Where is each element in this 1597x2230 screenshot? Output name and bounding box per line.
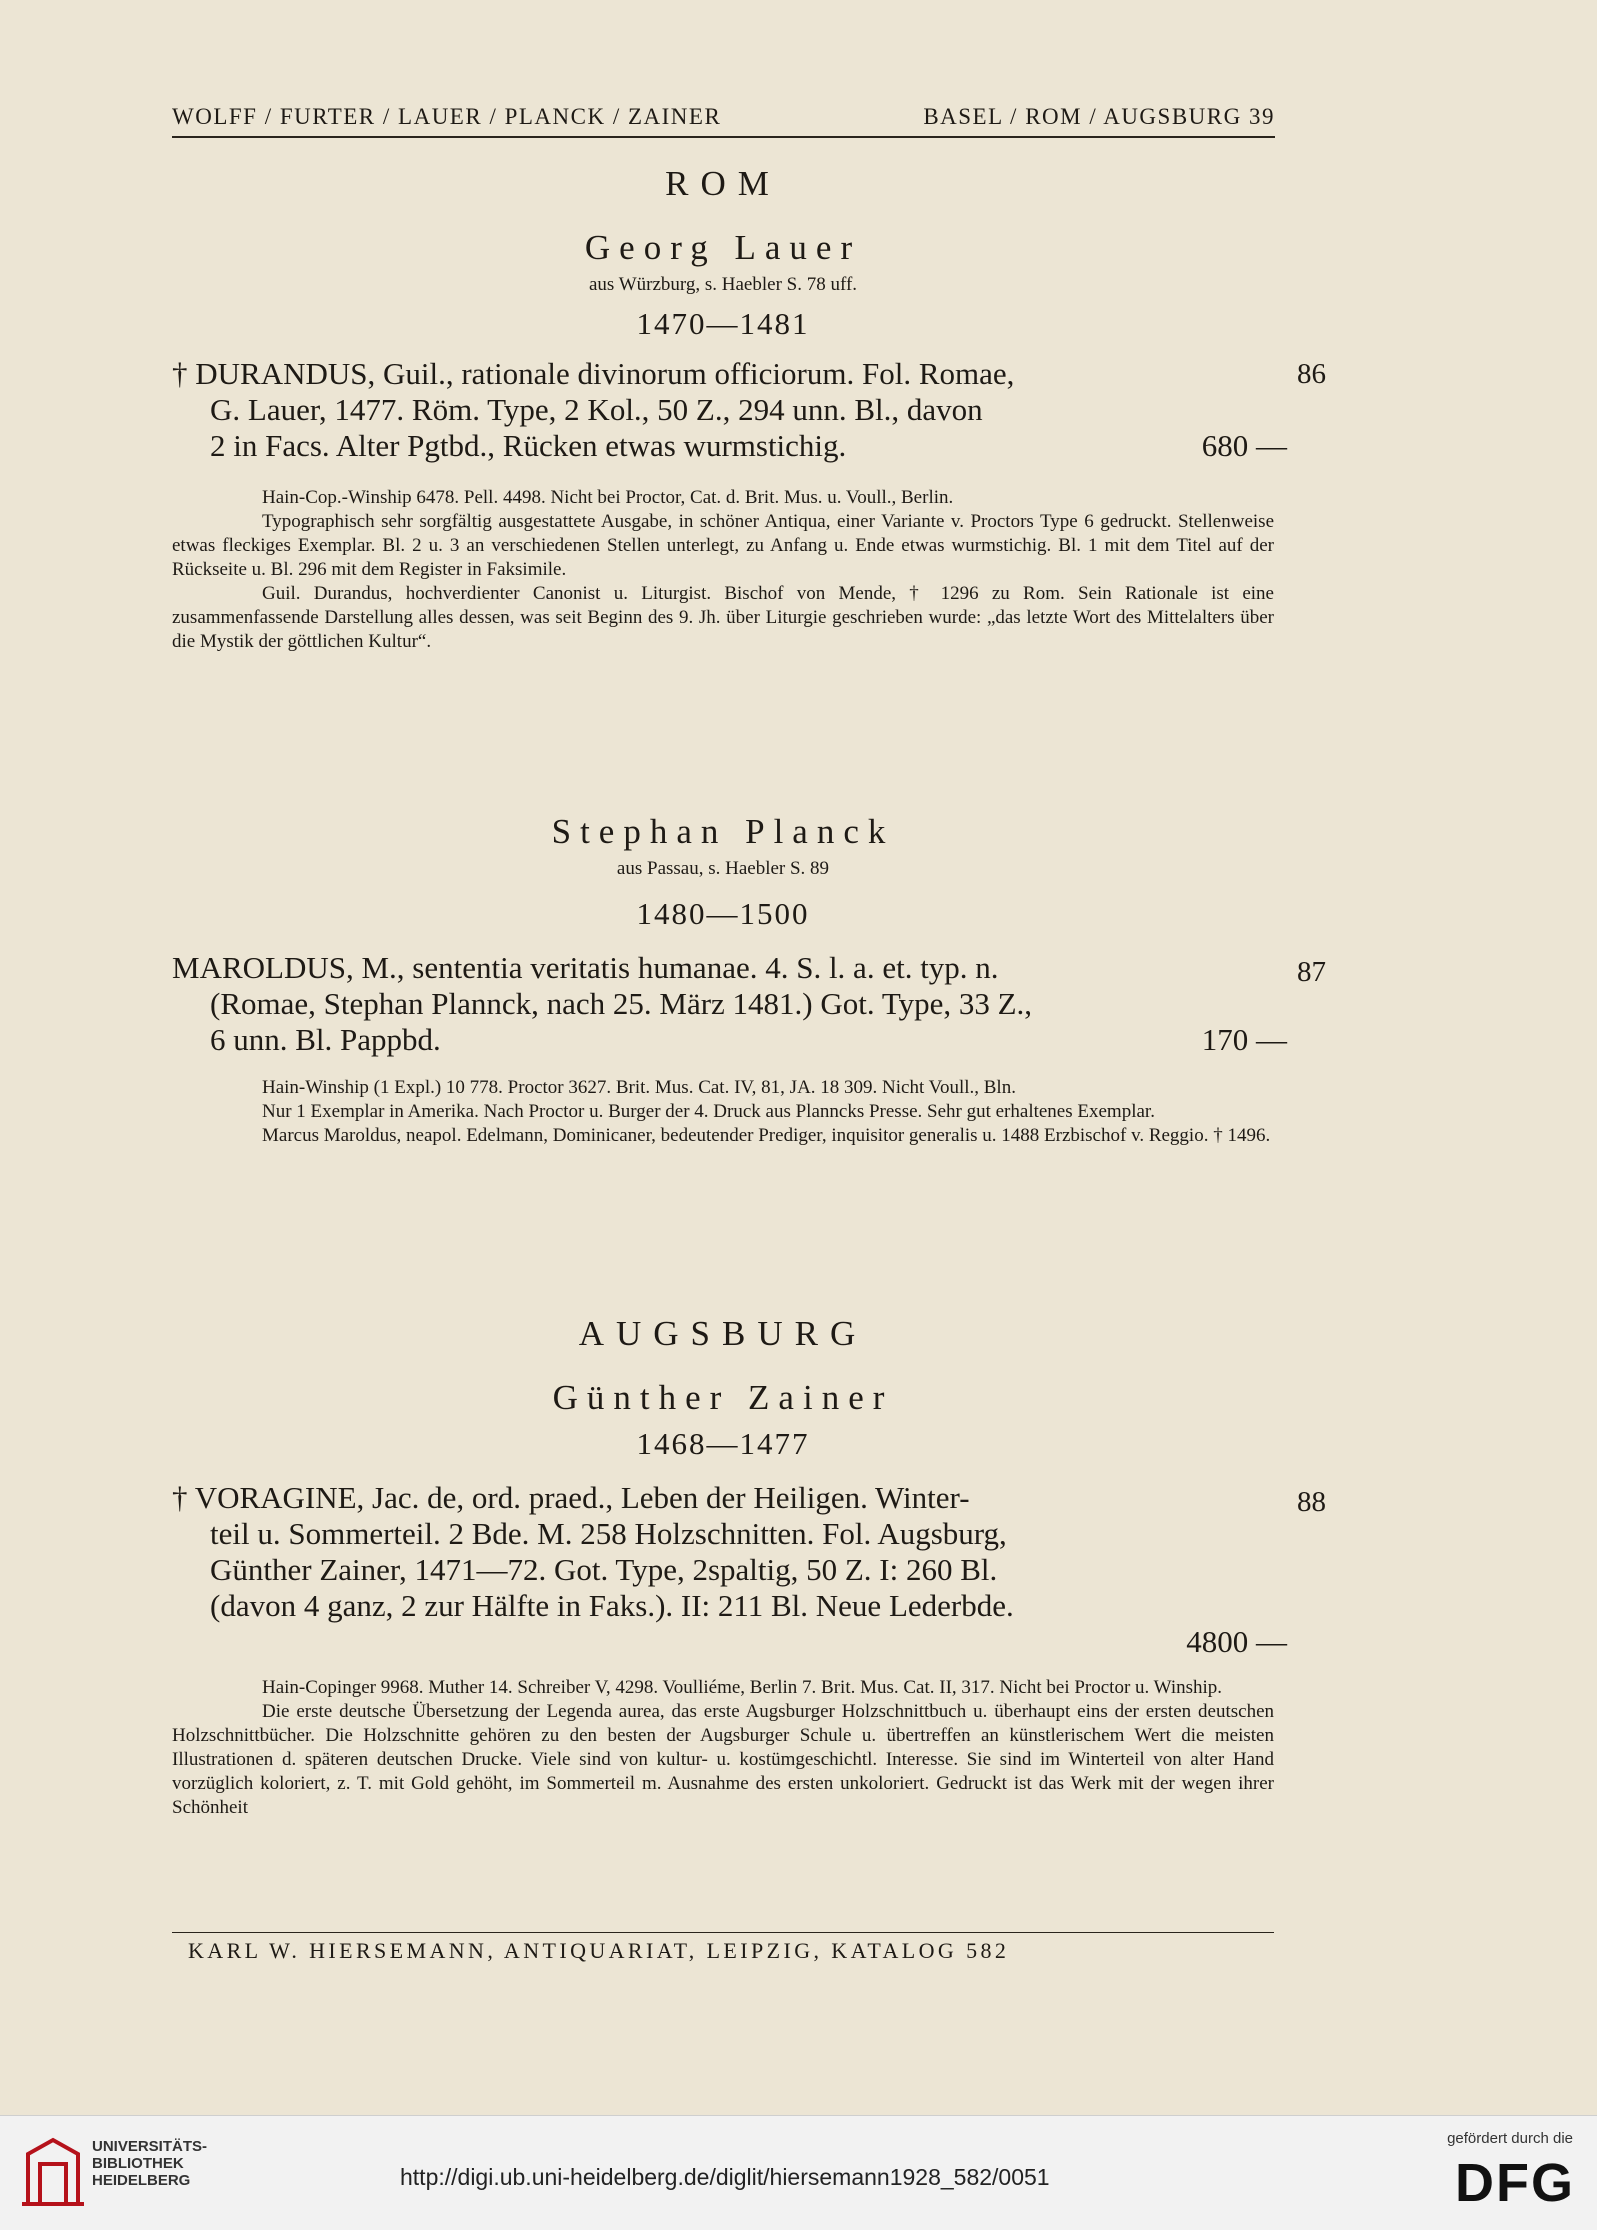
university-library-logo[interactable] <box>18 2134 88 2210</box>
footer-rule <box>172 1932 1274 1933</box>
note-paragraph: Die erste deutsche Übersetzung der Legenda aurea, das erste Augsburger Holzschnittbuch u. überhaupt eins der ersten deutschen Holzschnittbücher. Die Holzschnitte gehören zu den besten der Augsburger Schule u. übertreffen an künstlerischem Wert die meisten Illustrationen d. späteren deutschen Drucke. Viele sind von kultur- u. kostümgeschichtl. Interesse. Sie sind im Winterteil von alter Hand vorzüglich koloriert, z. T. mit Gold gehöht, im Sommerteil m. Ausnahme des ersten unkoloriert. Gedruckt ist das Werk mit der wegen ihrer Schönheit <box>172 1701 1274 1818</box>
entry-86-notes <box>172 486 1274 654</box>
entry-87-line: 6 unn. Bl. Pappbd. <box>210 1022 441 1057</box>
entry-88-line: Günther Zainer, 1471—72. Got. Type, 2spaltig, 50 Z. I: 260 Bl. <box>210 1552 998 1587</box>
entry-number-86: 86 <box>1297 358 1326 390</box>
entry-88-line: (davon 4 ganz, 2 zur Hälfte in Faks.). II: 211 Bl. Neue Lederbde. <box>210 1588 1014 1623</box>
note-paragraph: Hain-Cop.-Winship 6478. Pell. 4498. Nicht bei Proctor, Cat. d. Brit. Mus. u. Voull., Berlin. <box>262 487 954 508</box>
entry-88-line: † VORAGINE, Jac. de, ord. praed., Leben der Heiligen. Winter- <box>172 1480 970 1515</box>
entry-87-line: (Romae, Stephan Plannck, nach 25. März 1481.) Got. Type, 33 Z., <box>210 986 1033 1021</box>
note-paragraph: Guil. Durandus, hochverdienter Canonist u. Liturgist. Bischof von Mende, † 1296 zu Rom. Sein Rationale ist eine zusammenfassende Darstellung alles dessen, was seit Beginn des 9. Jh. über Liturgie geschrieben wurde: „das letzte Wort des Mittelalters über die Mystik der göttlichen Kultur“. <box>172 583 1274 652</box>
entry-86-line: † DURANDUS, Guil., rationale divinorum officiorum. Fol. Romae, <box>172 356 1015 391</box>
entry-86-line: G. Lauer, 1477. Röm. Type, 2 Kol., 50 Z., 294 unn. Bl., davon <box>210 392 983 427</box>
institution-line: UNIVERSITÄTS- <box>92 2138 208 2155</box>
header-left: WOLFF / FURTER / LAUER / PLANCK / ZAINER <box>172 104 722 129</box>
note-paragraph: Nur 1 Exemplar in Amerika. Nach Proctor u. Burger der 4. Druck aus Planncks Presse. Sehr gut erhaltenes Exemplar. <box>262 1101 1155 1122</box>
city-heading-rom: ROM <box>665 164 781 203</box>
running-header <box>172 100 1275 138</box>
note-paragraph: Hain-Copinger 9968. Muther 14. Schreiber V, 4298. Voulliéme, Berlin 7. Brit. Mus. Cat. II, 317. Nicht bei Proctor u. Winship. <box>262 1677 1223 1698</box>
entry-88-price: 4800 — <box>1186 1624 1287 1659</box>
note-paragraph: Hain-Winship (1 Expl.) 10 778. Proctor 3627. Brit. Mus. Cat. IV, 81, JA. 18 309. Nicht Voull., Bln. <box>262 1077 1016 1098</box>
entry-86 <box>172 356 1287 464</box>
entry-86-line: 2 in Facs. Alter Pgtbd., Rücken etwas wurmstichig. <box>210 428 847 463</box>
city-heading-augsburg: AUGSBURG <box>578 1314 868 1353</box>
catalog-footer: KARL W. HIERSEMANN, ANTIQUARIAT, LEIPZIG, KATALOG 582 <box>188 1938 1010 1963</box>
entry-86-price: 680 — <box>1201 428 1287 463</box>
permalink-url[interactable]: http://digi.ub.uni-heidelberg.de/diglit/hiersemann1928_582/0051 <box>400 2164 1050 2190</box>
note-paragraph: Marcus Maroldus, neapol. Edelmann, Dominicaner, bedeutender Prediger, inquisitor generalis u. 1488 Erzbischof v. Reggio. † 1496. <box>262 1125 1271 1146</box>
printer-origin-lauer: aus Würzburg, s. Haebler S. 78 uff. <box>588 274 858 295</box>
printer-name-zainer: Günther Zainer <box>552 1378 894 1417</box>
institution-line: HEIDELBERG <box>92 2172 191 2189</box>
entry-88-notes <box>172 1676 1274 1820</box>
institution-name <box>92 2138 207 2189</box>
entry-number-88: 88 <box>1297 1486 1326 1518</box>
viewer-bottom-bar <box>0 2115 1597 2230</box>
printer-years-lauer: 1470—1481 <box>636 306 810 341</box>
printer-name-planck: Stephan Planck <box>551 812 895 851</box>
note-paragraph: Typographisch sehr sorgfältig ausgestattete Ausgabe, in schöner Antiqua, einer Variante v. Proctors Type 6 gedruckt. Stellenweise etwas fleckiges Exemplar. Bl. 2 u. 3 an verschiedenen Stellen unterlegt, zu Anfang u. Ende etwas wurmstichig. Bl. 1 mit dem Titel auf der Rückseite u. Bl. 296 mit dem Register in Faksimile. <box>172 511 1274 580</box>
dfg-logo[interactable]: DFG <box>1455 2153 1575 2213</box>
entry-number-87: 87 <box>1297 956 1326 988</box>
header-right: BASEL / ROM / AUGSBURG 39 <box>923 104 1275 129</box>
entry-87-notes <box>172 1076 1274 1148</box>
printer-years-planck: 1480—1500 <box>636 896 810 931</box>
entry-87 <box>172 950 1287 1058</box>
printer-years-zainer: 1468—1477 <box>636 1426 810 1461</box>
entry-87-price: 170 — <box>1201 1022 1287 1057</box>
printer-name-lauer: Georg Lauer <box>584 228 862 267</box>
funding-label: gefördert durch die <box>1447 2130 1573 2147</box>
institution-line: BIBLIOTHEK <box>92 2155 184 2172</box>
printer-origin-planck: aus Passau, s. Haebler S. 89 <box>616 858 830 879</box>
entry-87-line: MAROLDUS, M., sententia veritatis humanae. 4. S. l. a. et. typ. n. <box>172 950 999 985</box>
entry-88 <box>172 1480 1287 1659</box>
entry-88-line: teil u. Sommerteil. 2 Bde. M. 258 Holzschnitten. Fol. Augsburg, <box>210 1516 1007 1551</box>
